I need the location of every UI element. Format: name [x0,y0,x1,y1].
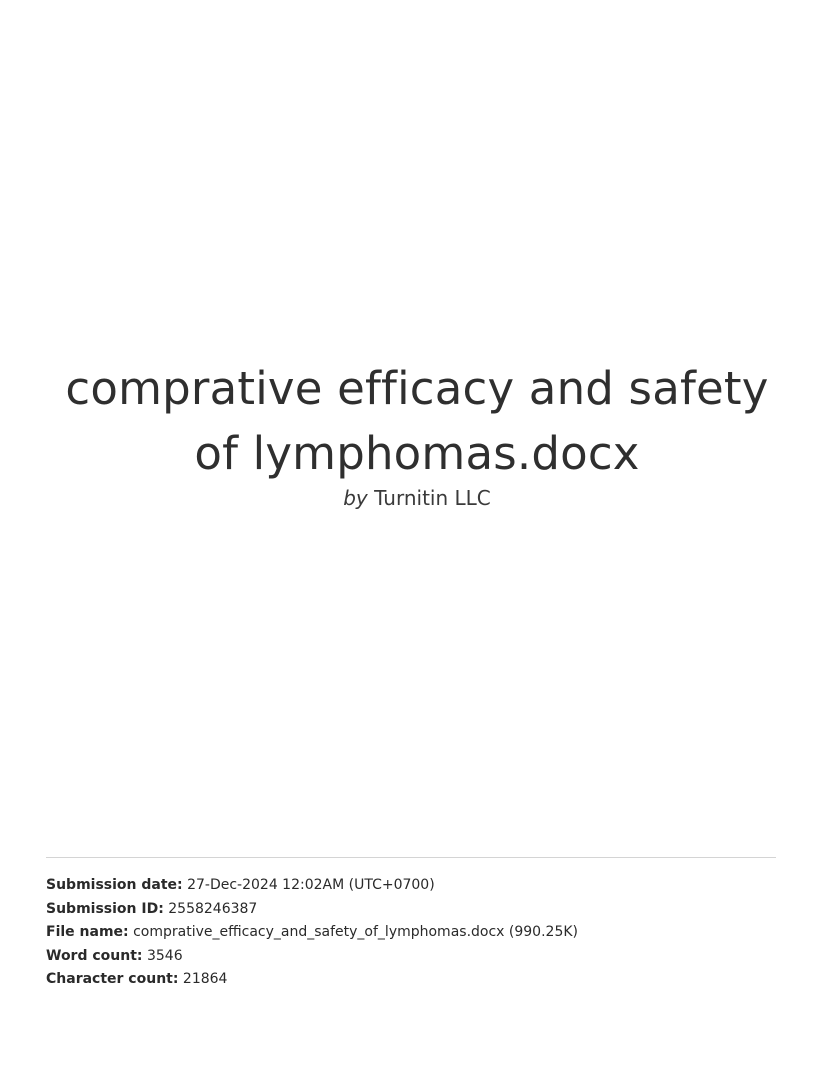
document-title [40,356,794,486]
submission-id-value: 2558246387 [168,900,258,917]
submission-date-value: 27-Dec-2024 12:02AM (UTC+0700) [187,877,435,893]
character-count-label: Character count: [46,971,179,987]
character-count-row [46,968,786,992]
word-count-label: Word count: [46,947,143,964]
file-name-row [46,921,786,945]
submission-id-row [46,898,786,922]
author-byline [40,484,794,512]
word-count-value: 3546 [146,947,183,964]
submission-date-label: Submission date: [46,877,183,893]
author-name: Turnitin LLC [374,486,491,510]
byline-prefix: by [343,486,368,510]
file-name-value: comprative_efficacy_and_safety_of_lymphomas.docx (990.25K) [133,924,578,940]
submission-id-label: Submission ID: [46,900,164,917]
word-count-row [46,945,786,969]
document-title-line-1: comprative efficacy and safety [65,362,769,415]
document-title-line-2: of lymphomas.docx [194,427,640,480]
file-name-label: File name: [46,924,129,940]
character-count-value: 21864 [182,971,228,987]
title-block [40,356,794,512]
divider [46,857,776,858]
submission-info [46,874,786,992]
submission-date-row [46,874,786,898]
